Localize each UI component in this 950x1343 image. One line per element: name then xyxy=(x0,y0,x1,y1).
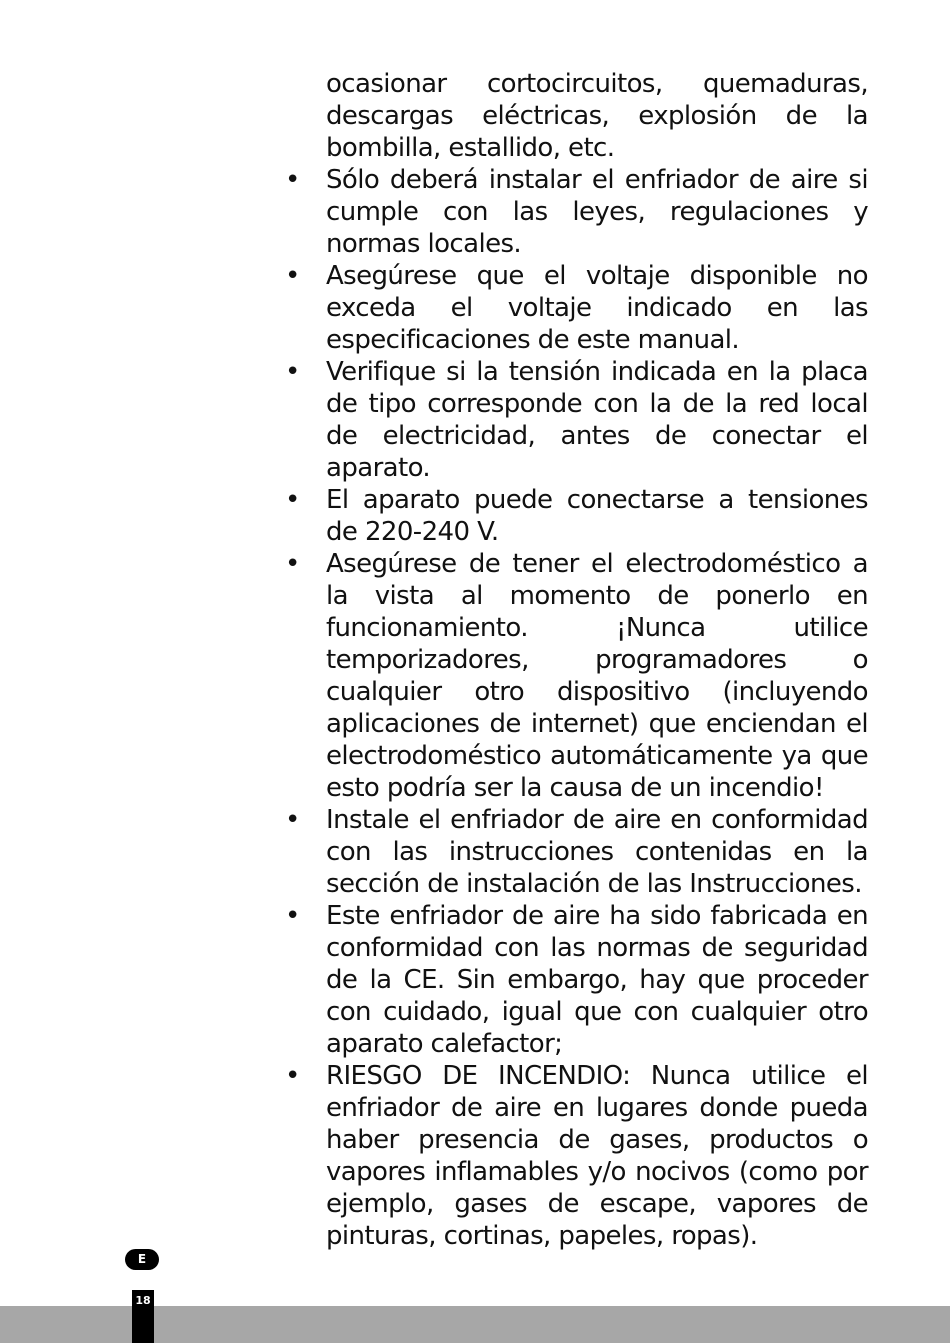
bullet-text: Asegúrese de tener el electrodoméstico a la vista al momento de ponerlo en funcionamiento. ¡Nunca utilice temporizadores, programadores o cualquier otro dispositivo (incluyendo aplicaciones de internet) que enciendan el electrodoméstico automáticamente ya que esto podría ser la causa de un incendio! xyxy=(326,549,868,803)
bullet-item-supervision xyxy=(282,548,868,804)
bullet-icon: • xyxy=(285,485,300,515)
bullet-text: Este enfriador de aire ha sido fabricada en conformidad con las normas de seguridad de la CE. Sin embargo, hay que proceder con cuidado, igual que con cualquier otro aparato calefactor; xyxy=(326,901,868,1059)
bullet-item-local-regulations xyxy=(282,164,868,260)
page-number: 18 xyxy=(135,1294,151,1307)
bullet-text: RIESGO DE INCENDIO: Nunca utilice el enfriador de aire en lugares donde pueda haber presencia de gases, productos o vapores inflamables y/o nocivos (como por ejemplo, gases de escape, vapores de pinturas, cortinas, papeles, ropas). xyxy=(326,1061,868,1251)
bullet-item-voltage-check xyxy=(282,260,868,356)
bullet-item-installation xyxy=(282,804,868,900)
bullet-item-supply-voltage xyxy=(282,484,868,548)
bullet-text: Verifique si la tensión indicada en la placa de tipo corresponde con la de la red local de electricidad, antes de conectar el aparato. xyxy=(326,357,868,483)
safety-instructions-text xyxy=(282,68,868,1252)
bullet-icon: • xyxy=(285,357,300,387)
bullet-text: Sólo deberá instalar el enfriador de aire si cumple con las leyes, regulaciones y normas locales. xyxy=(326,165,868,259)
bullet-text: Asegúrese que el voltaje disponible no exceda el voltaje indicado en las especificaciones de este manual. xyxy=(326,261,868,355)
bullet-icon: • xyxy=(285,165,300,195)
bullet-item-ce-conformity xyxy=(282,900,868,1060)
bullet-item-fire-risk xyxy=(282,1060,868,1252)
bullet-item-rating-plate xyxy=(282,356,868,484)
page-number-tab xyxy=(132,1290,154,1343)
bullet-icon: • xyxy=(285,901,300,931)
bullet-icon: • xyxy=(285,549,300,579)
bullet-icon: • xyxy=(285,261,300,291)
language-badge: E xyxy=(125,1249,159,1270)
bullet-icon: • xyxy=(285,1061,300,1091)
bullet-icon: • xyxy=(285,805,300,835)
bullet-text: Instale el enfriador de aire en conformidad con las instrucciones contenidas en la sección de instalación de las Instrucciones. xyxy=(326,805,868,899)
continued-paragraph: ocasionar cortocircuitos, quemaduras, descargas eléctricas, explosión de la bombilla, estallido, etc. xyxy=(326,69,868,163)
bullet-text: El aparato puede conectarse a tensiones de 220-240 V. xyxy=(326,485,868,547)
